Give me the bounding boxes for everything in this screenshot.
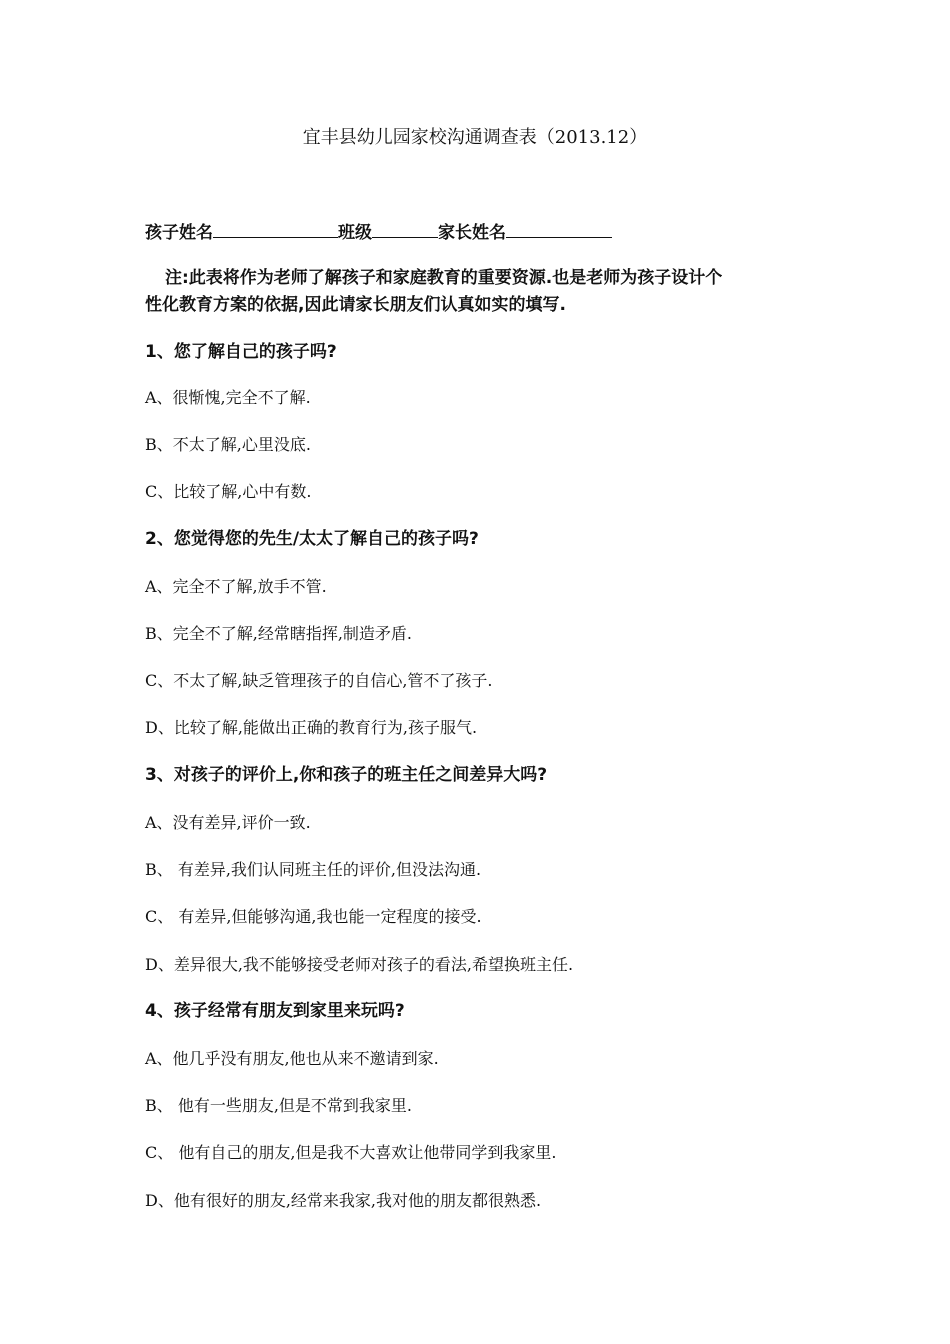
question-4-option-d: D、他有很好的朋友,经常来我家,我对他的朋友都很熟悉. [145, 1191, 542, 1210]
question-2-option-b: B、完全不了解,经常瞎指挥,制造矛盾. [145, 624, 413, 643]
question-4-option-b: B、 他有一些朋友,但是不常到我家里. [145, 1096, 413, 1115]
question-4-option-c: C、 他有自己的朋友,但是我不大喜欢让他带同学到我家里. [145, 1143, 557, 1162]
note-line-1: 注:此表将作为老师了解孩子和家庭教育的重要资源.也是老师为孩子设计个 [165, 268, 723, 288]
question-2: 2、您觉得您的先生/太太了解自己的孩子吗? [145, 529, 479, 549]
question-2-option-a: A、完全不了解,放手不管. [145, 577, 327, 596]
question-3-option-a: A、没有差异,评价一致. [145, 813, 311, 832]
form-fields-row [145, 219, 612, 245]
question-3: 3、对孩子的评价上,你和孩子的班主任之间差异大吗? [145, 765, 548, 785]
question-4: 4、孩子经常有朋友到家里来玩吗? [145, 1001, 405, 1021]
question-4-option-a: A、他几乎没有朋友,他也从来不邀请到家. [145, 1049, 439, 1068]
parent-name-field[interactable] [506, 219, 612, 238]
question-1-option-a: A、很惭愧,完全不了解. [145, 388, 311, 407]
question-1-option-b: B、不太了解,心里没底. [145, 435, 311, 454]
question-2-option-d: D、比较了解,能做出正确的教育行为,孩子服气. [145, 718, 478, 737]
question-1: 1、您了解自己的孩子吗? [145, 342, 337, 362]
question-3-option-d: D、差异很大,我不能够接受老师对孩子的看法,希望换班主任. [145, 955, 574, 974]
child-name-label: 孩子姓名 [145, 223, 213, 243]
class-label: 班级 [338, 223, 372, 243]
question-1-option-c: C、比较了解,心中有数. [145, 482, 312, 501]
parent-name-label: 家长姓名 [438, 223, 506, 243]
question-3-option-b: B、 有差异,我们认同班主任的评价,但没法沟通. [145, 860, 482, 879]
survey-title: 宜丰县幼儿园家校沟通调查表（2013.12） [302, 127, 648, 148]
note-line-2: 性化教育方案的依据,因此请家长朋友们认真如实的填写. [145, 295, 566, 315]
question-3-option-c: C、 有差异,但能够沟通,我也能一定程度的接受. [145, 907, 482, 926]
question-2-option-c: C、不太了解,缺乏管理孩子的自信心,管不了孩子. [145, 671, 493, 690]
class-field[interactable] [372, 219, 438, 238]
child-name-field[interactable] [213, 219, 338, 238]
